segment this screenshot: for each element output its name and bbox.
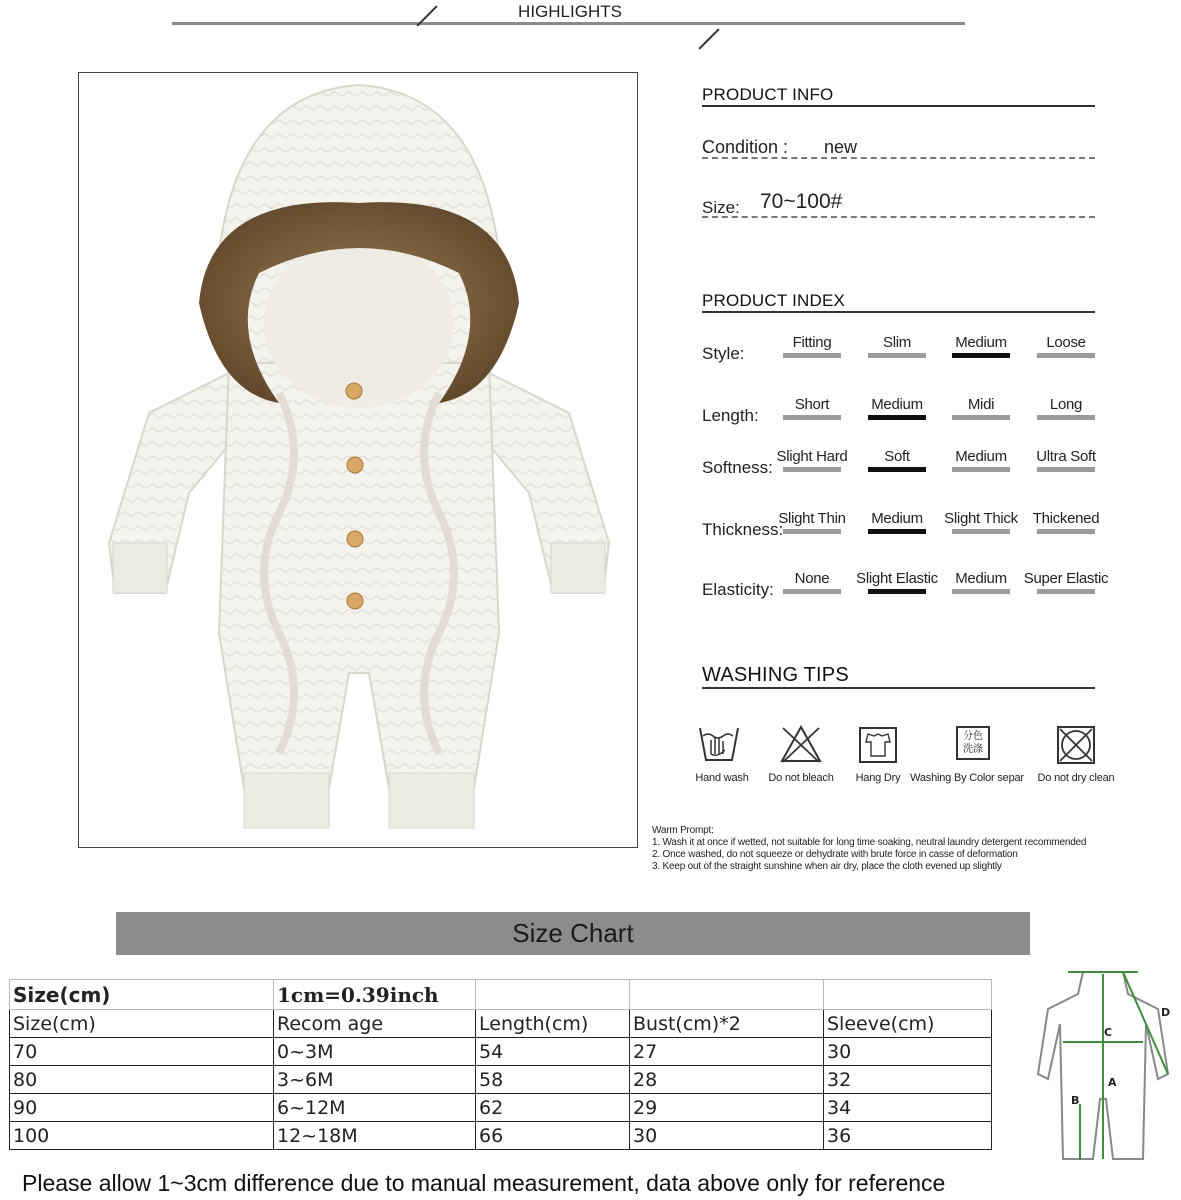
warm-prompt-line-2: 2. Once washed, do not squeeze or dehydrate with brute force in casse of deformation (652, 849, 1018, 860)
index-option-bar (868, 353, 926, 358)
index-option-bar (1037, 529, 1095, 534)
size-table-title-row (10, 980, 992, 1010)
table-row (10, 1038, 992, 1066)
hang-dry-icon (856, 724, 900, 764)
index-option-bar-selected (868, 415, 926, 420)
product-index-rule (702, 311, 1095, 313)
index-row-label: Softness: (702, 458, 773, 477)
table-cell: 27 (630, 1038, 824, 1066)
warm-prompt-line-1: 1. Wash it at once if wetted, not suitable for long time soaking, neutral laundry detergent recommended (652, 837, 1087, 848)
table-cell: 3~6M (274, 1066, 476, 1094)
index-option-label: None (794, 570, 830, 587)
table-cell: 34 (824, 1094, 992, 1122)
index-option-bar (783, 589, 841, 594)
index-option-bar (952, 589, 1010, 594)
diagram-label-a: A (1108, 1076, 1117, 1089)
table-cell: 58 (476, 1066, 630, 1094)
product-info-title: PRODUCT INFO (702, 85, 834, 104)
size-label: Size: (702, 198, 740, 217)
table-cell (824, 980, 992, 1010)
table-cell: 30 (824, 1038, 992, 1066)
index-row-label: Length: (702, 406, 759, 425)
index-option-bar (1037, 415, 1095, 420)
highlights-slash-right (698, 28, 719, 49)
table-cell: 29 (630, 1094, 824, 1122)
do-not-dry-clean-caption: Do not dry clean (1037, 772, 1115, 784)
index-option-label: Slight Elastic (856, 570, 938, 587)
table-cell (476, 980, 630, 1010)
column-header: Size(cm) (10, 1010, 274, 1038)
table-row (10, 1066, 992, 1094)
table-cell: 80 (10, 1066, 274, 1094)
hang-dry-caption: Hang Dry (855, 772, 901, 784)
table-cell: 90 (10, 1094, 274, 1122)
index-row-label: Style: (702, 344, 745, 363)
index-row-label: Elasticity: (702, 580, 774, 599)
table-cell: Size(cm) (10, 980, 274, 1010)
table-row (10, 1094, 992, 1122)
column-header: Recom age (274, 1010, 476, 1038)
size-chart-banner: Size Chart (116, 912, 1030, 955)
table-cell: 28 (630, 1066, 824, 1094)
diagram-label-b: B (1071, 1094, 1080, 1107)
index-option-label: Slight Thick (944, 510, 1018, 527)
size-table-header-row (10, 1010, 992, 1038)
index-option-label: Midi (967, 396, 995, 413)
knit-romper-image (79, 73, 638, 848)
index-option-label: Short (794, 396, 830, 413)
table-cell: 66 (476, 1122, 630, 1150)
size-value: 70~100# (760, 190, 843, 213)
hand-wash-caption: Hand wash (695, 772, 749, 784)
table-row (10, 1122, 992, 1150)
warm-prompt-title: Warm Prompt: (652, 825, 714, 836)
index-option-label: Fitting (792, 334, 832, 351)
measurement-diagram (1028, 964, 1178, 1174)
table-cell: 30 (630, 1122, 824, 1150)
size-disclaimer: Please allow 1~3cm difference due to manual measurement, data above only for reference (22, 1170, 946, 1196)
index-option-bar (783, 529, 841, 534)
index-option-label: Slim (883, 334, 911, 351)
index-row-label: Thickness: (702, 520, 784, 539)
index-option-label: Thickened (1032, 510, 1100, 527)
highlights-rule (172, 22, 965, 25)
index-option-bar (783, 415, 841, 420)
do-not-bleach-caption: Do not bleach (768, 772, 834, 784)
column-header: Bust(cm)*2 (630, 1010, 824, 1038)
table-cell: 70 (10, 1038, 274, 1066)
product-info-rule (702, 105, 1095, 107)
table-cell: 62 (476, 1094, 630, 1122)
index-option-label: Slight Thin (778, 510, 846, 527)
index-option-label: Ultra Soft (1036, 448, 1096, 465)
table-cell: 12~18M (274, 1122, 476, 1150)
index-option-label: Medium (955, 334, 1007, 351)
index-option-label: Slight Hard (776, 448, 848, 465)
product-photo (78, 72, 638, 848)
index-option-bar (952, 467, 1010, 472)
size-rule (702, 216, 1095, 218)
index-option-bar-selected (952, 353, 1010, 358)
index-option-label: Loose (1046, 334, 1086, 351)
index-option-label: Medium (871, 510, 923, 527)
do-not-dry-clean-icon (1054, 724, 1098, 764)
index-option-label: Soft (884, 448, 910, 465)
washing-tips-title: WASHING TIPS (702, 664, 849, 686)
index-option-label: Super Elastic (1023, 570, 1109, 587)
index-option-bar (783, 467, 841, 472)
column-header: Length(cm) (476, 1010, 630, 1038)
washing-tips-rule (702, 687, 1095, 689)
table-cell: 6~12M (274, 1094, 476, 1122)
washing-by-color-caption: Washing By Color separ (910, 772, 1024, 784)
index-option-bar-selected (868, 467, 926, 472)
index-option-label: Medium (955, 448, 1007, 465)
index-option-bar (1037, 467, 1095, 472)
highlights-title: HIGHLIGHTS (500, 2, 640, 22)
condition-rule (702, 157, 1095, 159)
condition-label: Condition : (702, 137, 789, 157)
index-option-label: Medium (955, 570, 1007, 587)
index-option-bar-selected (868, 589, 926, 594)
table-cell: 32 (824, 1066, 992, 1094)
index-option-bar (1037, 353, 1095, 358)
table-cell (630, 980, 824, 1010)
table-cell: 54 (476, 1038, 630, 1066)
column-header: Sleeve(cm) (824, 1010, 992, 1038)
index-option-label: Long (1049, 396, 1083, 413)
size-table (9, 979, 992, 1150)
product-index-title: PRODUCT INDEX (702, 291, 846, 310)
do-not-bleach-icon (779, 724, 823, 764)
diagram-label-d: D (1161, 1006, 1171, 1019)
index-option-bar (1037, 589, 1095, 594)
index-option-bar (952, 529, 1010, 534)
table-cell: 1cm=0.39inch (274, 980, 476, 1010)
index-option-bar (952, 415, 1010, 420)
table-cell: 100 (10, 1122, 274, 1150)
table-cell: 36 (824, 1122, 992, 1150)
index-option-bar (783, 353, 841, 358)
index-option-label: Medium (871, 396, 923, 413)
washing-by-color-icon: 分色 洗涤 (956, 726, 990, 760)
hand-wash-icon (697, 724, 741, 764)
index-option-bar-selected (868, 529, 926, 534)
warm-prompt-line-3: 3. Keep out of the straight sunshine when air dry, place the cloth evened up slightly (652, 861, 1002, 872)
diagram-label-c: C (1104, 1026, 1113, 1039)
condition-value: new (824, 137, 858, 157)
table-cell: 0~3M (274, 1038, 476, 1066)
